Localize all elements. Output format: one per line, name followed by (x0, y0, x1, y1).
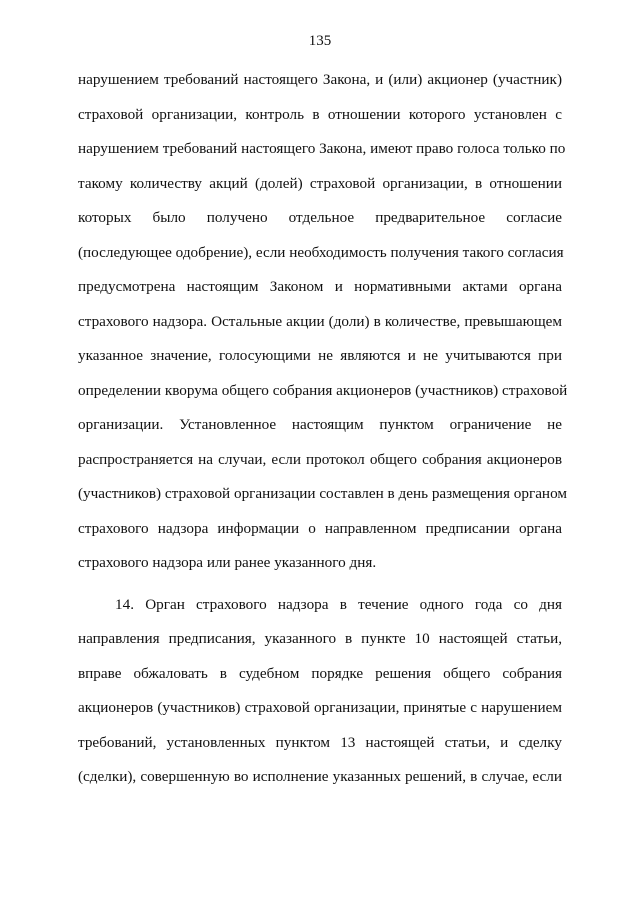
text-line: определении кворума общего собрания акционеров (участников) страховой (78, 381, 568, 399)
text-line: требований, установленных пунктом 13 настоящей статьи, и сделку (78, 733, 562, 751)
text-line: нарушением требований настоящего Закона, имеют право голоса только по (78, 140, 566, 157)
text-line: такому количеству акций (долей) страховой организации, в отношении (78, 174, 562, 192)
text-line: предусмотрена настоящим Законом и нормативными актами органа (78, 278, 562, 295)
text-line: страхового надзора или ранее указанного дня. (78, 554, 377, 571)
paragraph-spacer (78, 588, 562, 595)
text-line: акционеров (участников) страховой организации, принятые с нарушением (78, 699, 562, 716)
document-body (78, 70, 568, 802)
paragraph-continued (78, 70, 568, 588)
text-line: 14. Орган страхового надзора в течение одного года со дня (115, 595, 562, 613)
text-line: распространяется на случаи, если протокол общего собрания акционеров (78, 450, 562, 468)
text-line: нарушением требований настоящего Закона, и (или) акционер (участник) (78, 71, 562, 88)
text-line: направления предписания, указанного в пункте 10 настоящей статьи, (78, 630, 562, 647)
text-line: которых было получено отдельное предварительное согласие (78, 209, 562, 226)
text-line: страховой организации, контроль в отношении которого установлен с (78, 105, 562, 123)
text-line: организации. Установленное настоящим пунктом ограничение не (78, 416, 562, 433)
text-line: (сделки), совершенную во исполнение указанных решений, в случае, если (78, 768, 562, 785)
page-number: 135 (308, 33, 332, 49)
paragraph-item-14 (78, 595, 562, 802)
text-line: страхового надзора. Остальные акции (доли) в количестве, превышающем (78, 312, 562, 330)
text-line: указанное значение, голосующими не являются и не учитываются при (78, 347, 562, 364)
text-line: страхового надзора информации о направленном предписании органа (78, 519, 562, 537)
text-line: (участников) страховой организации составлен в день размещения органом (78, 485, 567, 502)
text-line: (последующее одобрение), если необходимость получения такого согласия (78, 243, 564, 261)
text-line: вправе обжаловать в судебном порядке решения общего собрания (78, 664, 562, 682)
